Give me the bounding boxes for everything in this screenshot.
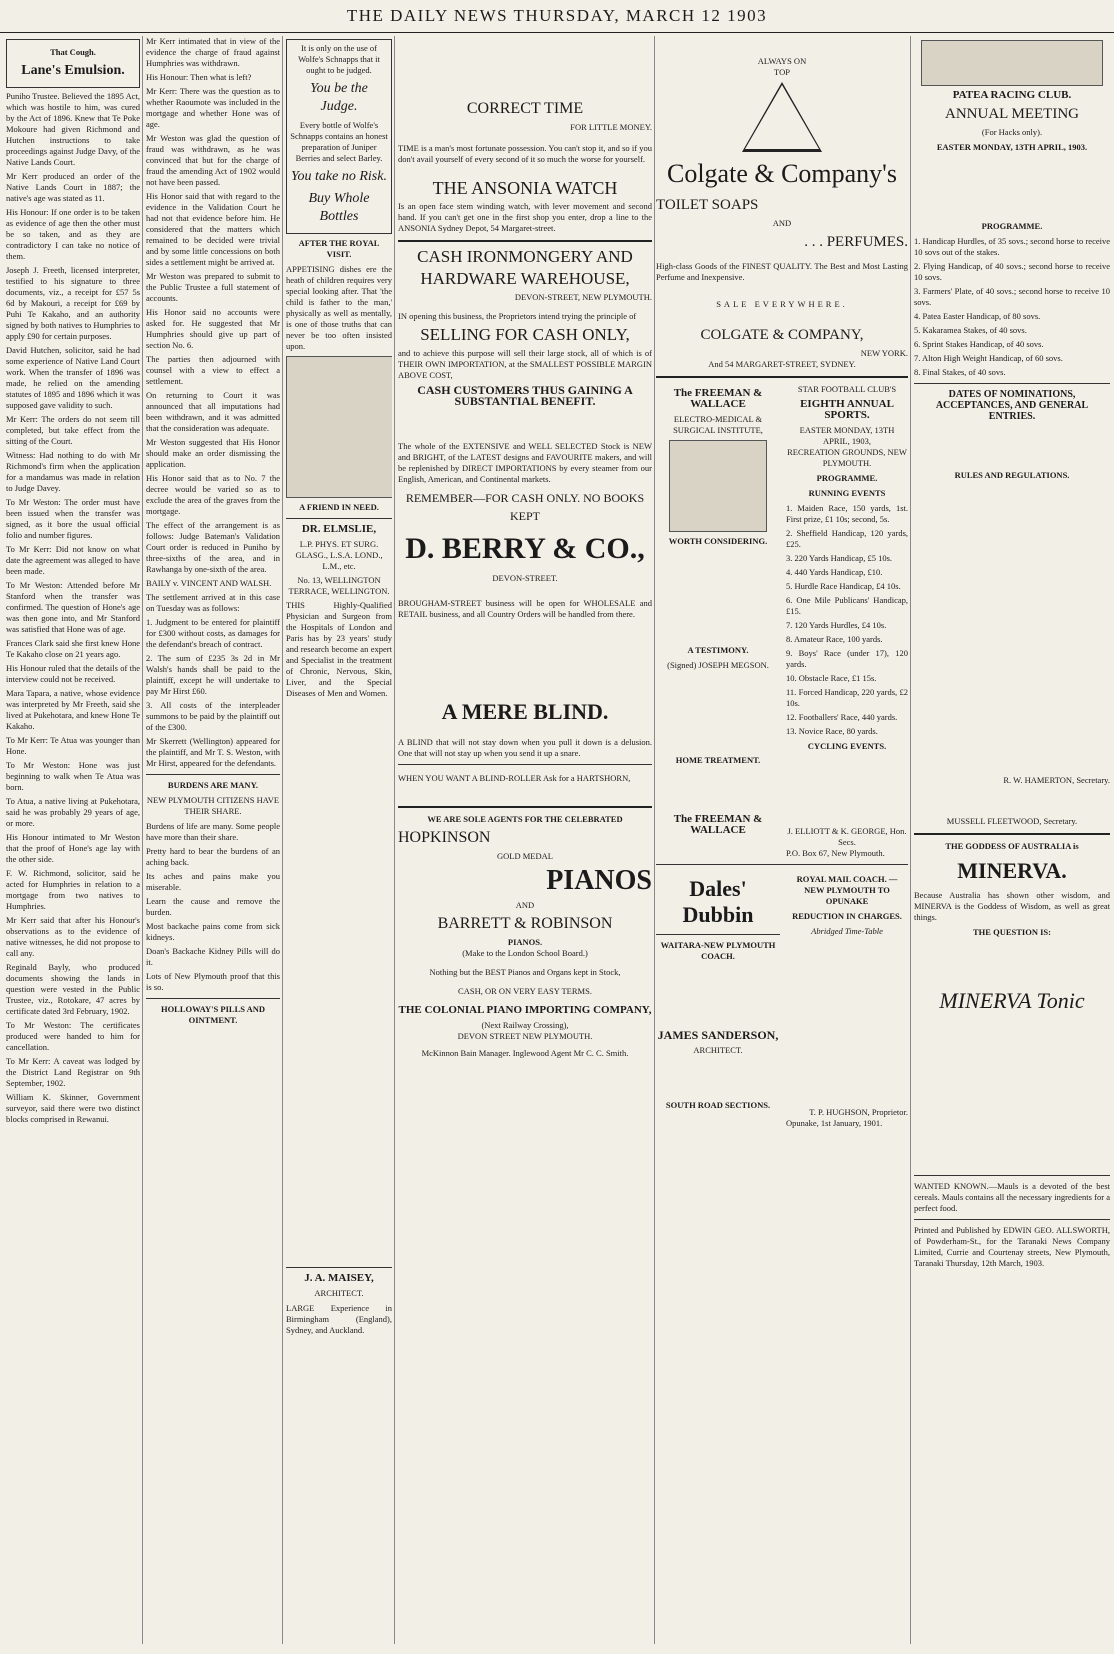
paragraph: To Mr Weston: The order must have been issued when the transfer was signed, as it bore the usual official folio and number figures. xyxy=(6,497,140,540)
ad-paragraph: Burdens of life are many. Some people have more than their share. xyxy=(146,821,280,842)
devon-street: DEVON STREET NEW PLYMOUTH. xyxy=(457,1031,593,1041)
race-item: 5. Kakaramea Stakes, of 40 sovs. xyxy=(914,325,1027,335)
megson: (Signed) JOSEPH MEGSON. xyxy=(667,660,769,670)
divider xyxy=(656,934,780,935)
goddess: THE GODDESS OF AUSTRALIA is xyxy=(945,841,1079,851)
paragraph: His Honor said that as to No. 7 the decree would be varied so as to exclude the area of the graves from the mortgage. xyxy=(146,473,280,516)
perfumes: . . . PERFUMES. xyxy=(804,234,908,250)
divider xyxy=(914,383,1110,384)
berry-street: DEVON-STREET. xyxy=(492,573,558,583)
rules-heading: RULES AND REGULATIONS. xyxy=(954,470,1070,480)
column-3 xyxy=(286,36,392,1644)
paragraph: Mr Kerr: There was the question as to whether Raoumote was included in the mortgage and whether Hone was of age. xyxy=(146,86,280,129)
paragraph: His Honour: If one order is to be taken as evidence of age then the other must be so taken, and as they are contradictory I can take no notice of them. xyxy=(6,207,140,261)
paragraph: To Mr Weston: Hone was just beginning to walk when Te Atua was born. xyxy=(6,760,140,792)
freeman-heading: The FREEMAN & WALLACE xyxy=(673,387,763,410)
paragraph: 3. All costs of the interpleader summons to be paid by the plaintiff out of the £300. xyxy=(146,700,280,732)
paragraph: Puniho Trustee. Believed the 1895 Act, which was hostile to him, was cured by the Act of 1896. Knew that Te Poke Mokoure had given Richmond and Hutchen instructions to take proceedings against Judge Davy, of the Native Lands Court. xyxy=(6,91,140,167)
testimony: A TESTIMONY. xyxy=(687,645,749,655)
ad-line: It is only on the use of Wolfe's Schnapps that it ought to be judged. xyxy=(298,43,380,75)
paragraph: His Honour ruled that the details of the interview could not be received. xyxy=(6,663,140,684)
minerva: MINERVA. xyxy=(957,858,1067,883)
divider xyxy=(146,774,280,775)
eighth-sports: EIGHTH ANNUAL SPORTS. xyxy=(800,398,894,421)
woman-illustration xyxy=(286,356,392,498)
paragraph: The settlement arrived at in this case on Tuesday was as follows: xyxy=(146,592,280,613)
column-4 xyxy=(398,36,652,1644)
race-item: 4. Patea Easter Handicap, of 80 sovs. xyxy=(914,311,1041,321)
paragraph: Mr Kerr said that after his Honour's observations as to the evidence of native witnesses, he did not propose to call any. xyxy=(6,915,140,958)
paragraph: The effect of the arrangement is as follows: Judge Bateman's Validation Court order is reduced in Puniho by three-sixths of the area, and in Rawhanga by one-sixth of the area. xyxy=(146,520,280,574)
divider xyxy=(914,833,1110,835)
doans-ad xyxy=(146,821,280,993)
column-rule xyxy=(654,36,655,1644)
selling-cash: SELLING FOR CASH ONLY, xyxy=(420,325,630,344)
doctor-address: No. 13, WELLINGTON TERRACE, WELLINGTON. xyxy=(288,575,390,596)
illustration-caption: A FRIEND IN NEED. xyxy=(299,502,379,512)
barrett-robinson: BARRETT & ROBINSON xyxy=(437,915,613,932)
architect: ARCHITECT. xyxy=(693,1045,743,1055)
paragraph: 2. The sum of £235 3s 2d in Mr Walsh's hands shall be paid to the plaintiff, except he will undertake to pay Mr Hirst £60. xyxy=(146,653,280,696)
event-item: 7. 120 Yards Hurdles, £4 10s. xyxy=(786,620,887,630)
freeman-heading-2: The FREEMAN & WALLACE xyxy=(673,813,763,836)
wolfes-schnapps-ad xyxy=(286,39,392,234)
text-block xyxy=(286,702,392,1262)
column-6 xyxy=(914,36,1110,1644)
mail-coach: ROYAL MAIL COACH. — NEW PLYMOUTH TO OPUNAKE xyxy=(796,874,898,906)
dales-dubbin: Dales' Dubbin xyxy=(682,876,754,927)
divider xyxy=(656,376,908,378)
event-item: 1. Maiden Race, 150 yards, 1st. First prize, £1 10s; second, 5s. xyxy=(786,503,908,524)
divider xyxy=(286,518,392,519)
worth-considering: WORTH CONSIDERING. xyxy=(668,536,768,546)
hughson: T. P. HUGHSON, Proprietor. xyxy=(809,1107,908,1117)
article-text: APPETISING dishes ere the heath of children requires very special looking after. That 'the child is father to the man,' physically as well as mentally, is one of those truths that can never be too often insisted upon. xyxy=(286,264,392,351)
remember: REMEMBER—FOR CASH ONLY. NO BOOKS KEPT xyxy=(405,491,645,523)
cash-ironmongery: CASH IRONMONGERY AND xyxy=(417,247,633,266)
nothing-but: Nothing but the BEST Pianos and Organs kept in Stock, xyxy=(429,967,621,977)
for-little-money: FOR LITTLE MONEY. xyxy=(570,122,652,132)
maisey-name: J. A. MAISEY, xyxy=(304,1272,374,1284)
patea-racing: PATEA RACING CLUB. xyxy=(952,89,1072,101)
ad-line: You be the Judge. xyxy=(310,81,368,114)
blind-text: A BLIND that will not stay down when you pull it down is a delusion. One that will not stay up when you send it up a snare. xyxy=(398,737,652,758)
paragraph: Mara Tapara, a native, whose evidence was interpreted by Mr Freeth, said she lived at Pukehotara, and knew Hone Te Kakaho. xyxy=(6,688,140,731)
ad-paragraph: Doan's Backache Kidney Pills will do it. xyxy=(146,946,280,967)
po-box: P.O. Box 67, New Plymouth. xyxy=(786,848,885,858)
colgate-heading: Colgate & Company's xyxy=(666,159,897,188)
divider xyxy=(398,764,652,765)
divider xyxy=(398,806,652,808)
and: AND xyxy=(772,218,792,228)
sole-agents: WE ARE SOLE AGENTS FOR THE CELEBRATED xyxy=(427,814,623,824)
race-item: 8. Final Stakes, of 40 sovs. xyxy=(914,367,1006,377)
paragraph: BAILY v. VINCENT AND WALSH. xyxy=(146,578,272,588)
column-rule xyxy=(394,36,395,1644)
d-berry: D. BERRY & CO., xyxy=(405,532,645,565)
recreation: RECREATION GROUNDS, NEW PLYMOUTH. xyxy=(787,447,907,468)
paragraph: To Mr Kerr: A caveat was lodged by the District Land Registrar on 9th September, 1902. xyxy=(6,1056,140,1088)
event-item: 8. Amateur Race, 100 yards. xyxy=(786,634,883,644)
ad-heading: That Cough. xyxy=(50,47,96,57)
paragraph: His Honor said that with regard to the evidence in the Validation Court he had not that evidence before him. He considered that the matters which remained to be decided were trivial and by some little concessions on both sides a settlement might be arrived at. xyxy=(146,191,280,267)
paragraph: Joseph J. Freeth, licensed interpreter, testified to his signature to three documents, viz., a receipt for £57 5s 6d by Makouri, a receipt for £69 by Puhi Te Kakaho, and an authority signed by both natives to Humphries to apply £90 for certain purposes. xyxy=(6,265,140,341)
divider xyxy=(656,864,908,865)
maisey-text: LARGE Experience in Birmingham (England), Sydney, and Auckland. xyxy=(286,1303,392,1335)
football-club: STAR FOOTBALL CLUB'S xyxy=(797,384,897,394)
ad-line: You take no Risk. xyxy=(291,169,387,184)
paragraph: Reginald Bayly, who produced documents showing the lands in question were vested in the Public Trustee, viz., Rotokare, 47 acres by certificate dated 3rd February, 1902. xyxy=(6,962,140,1016)
paragraph: Mr Weston was prepared to submit to the Public Trustee a full statement of accounts. xyxy=(146,271,280,303)
minerva-text: Because Australia has shown other wisdom, and MINERVA is the Goddess of Wisdom, as well as great things. xyxy=(914,890,1110,922)
ad-product: Lane's Emulsion. xyxy=(21,63,125,78)
paragraph: On returning to Court it was announced that all imputations had been withdrawn, and it was admitted that the consideration was adequate. xyxy=(146,390,280,433)
highclass: High-class Goods of the FINEST QUALITY. The Best and Most Lasting Perfume and Inexpensive. xyxy=(656,261,908,282)
paragraph: 1. Judgment to be entered for plaintiff for £300 without costs, as damages for the defendant's breach of contract. xyxy=(146,617,280,649)
paragraph: His Honor said no accounts were asked for. He suggested that Mr Humphries should give up part of section No. 6. xyxy=(146,307,280,350)
freeman-sub: ELECTRO-MEDICAL & SURGICAL INSTITUTE, xyxy=(673,414,763,435)
paragraph: To Atua, a native living at Pukehotara, said he was probably 29 years of age, or more. xyxy=(6,796,140,828)
ansonia-text: Is an open face stem winding watch, with lever movement and second hand. If you can't get one in the first shop you enter, drop a line to the ANSONIA Sydney Depot, 54 Margaret-street. xyxy=(398,201,652,233)
nominations-heading: DATES OF NOMINATIONS, ACCEPTANCES, AND GENERAL ENTRIES. xyxy=(935,389,1089,422)
paragraph: F. W. Richmond, solicitor, said he acted for Humphries in relation to a mortgage from two natives to Humphries. xyxy=(6,868,140,911)
event-item: 9. Boys' Race (under 17), 120 yards. xyxy=(786,648,908,669)
colgate-address: And 54 MARGARET-STREET, SYDNEY. xyxy=(708,359,856,369)
roller-text: WHEN YOU WANT A BLIND-ROLLER Ask for a HARTSHORN, xyxy=(398,773,631,783)
paragraph: To Mr Weston: The certificates produced were handed to him for cancellation. xyxy=(6,1020,140,1052)
home-treatment: HOME TREATMENT. xyxy=(675,755,761,765)
timetable: Abridged Time-Table xyxy=(811,926,883,936)
wanted-known: WANTED KNOWN.—Mauls is a devoted of the best cereals. Mauls contains all the necessary ingredients for a perfect food. xyxy=(914,1181,1110,1213)
freeman-wallace-ad xyxy=(656,384,780,859)
paragraph: Witness: Had nothing to do with Mr Richmond's firm when the application for a mandamus was made in relation to Judge Davey. xyxy=(6,450,140,493)
ad-paragraph: Learn the cause and remove the burden. xyxy=(146,896,280,917)
column-rule xyxy=(142,36,143,1644)
court-report-continued xyxy=(146,36,280,769)
reduction: REDUCTION IN CHARGES. xyxy=(792,911,902,921)
colonial-piano: THE COLONIAL PIANO IMPORTING COMPANY, xyxy=(398,1004,652,1016)
ad-paragraph: Most backache pains come from sick kidneys. xyxy=(146,921,280,942)
masthead-rule xyxy=(0,32,1114,33)
manager: McKinnon Bain Manager. Inglewood Agent Mr C. C. Smith. xyxy=(421,1048,629,1058)
paragraph: Mr Kerr: The orders do not seem till completed, but take effect from the sitting of the Court. xyxy=(6,414,140,446)
race-item: 3. Farmers' Plate, of 40 sovs.; second horse to receive 10 sovs. xyxy=(914,286,1110,307)
brougham-text: BROUGHAM-STREET business will be open for WHOLESALE and RETAIL business, and all Country Orders will be handled from there. xyxy=(398,598,652,619)
colgate-company: COLGATE & COMPANY, xyxy=(700,327,864,343)
selling-text: and to achieve this purpose will sell their large stock, all of which is of THEIR OWN IMPORTATION, at the SMALLEST POSSIBLE MARGIN ABOVE COST, xyxy=(398,348,652,380)
fleetwood: MUSSELL FLEETWOOD, Secretary. xyxy=(946,816,1078,826)
column-2 xyxy=(146,36,280,1644)
cycling-events: CYCLING EVENTS. xyxy=(807,741,887,751)
waitara-coach: WAITARA-NEW PLYMOUTH COACH. xyxy=(660,940,776,961)
paragraph: Mr Kerr intimated that in view of the evidence the charge of fraud against Humphries was withdrawn. xyxy=(146,36,280,68)
triangle-logo xyxy=(742,82,822,152)
running-events: RUNNING EVENTS xyxy=(808,488,886,498)
man-portrait-illustration xyxy=(669,440,767,532)
ad-paragraph: Lots of New Plymouth proof that this is so. xyxy=(146,971,280,992)
cash-or-terms: CASH, OR ON VERY EASY TERMS. xyxy=(458,986,592,996)
maisey-title: ARCHITECT. xyxy=(314,1288,364,1298)
colonial-sub: (Next Railway Crossing), xyxy=(481,1020,569,1030)
cash-address: DEVON-STREET, NEW PLYMOUTH. xyxy=(514,292,652,302)
paragraph: To Mr Kerr: Did not know on what date the agreement was alleged to have been made. xyxy=(6,544,140,576)
ad-paragraph: Pretty hard to bear the burdens of an aching back. xyxy=(146,846,280,867)
hopkinson: HOPKINSON xyxy=(398,829,491,846)
toilet-soaps: TOILET SOAPS xyxy=(656,197,759,213)
paragraph: Mr Weston was glad the question of fraud was withdrawn, as he was convinced that but for the charge of fraud the amending Act of 1902 would not have been passed. xyxy=(146,133,280,187)
paragraph: To Mr Weston: Attended before Mr Stanford when the transfer was confirmed. The question of Hone's age was then gone into, and Mr Stanford was satisfied that Hone was of age. xyxy=(6,580,140,634)
top: TOP xyxy=(774,67,790,77)
divider xyxy=(914,1175,1110,1176)
correct-time: CORRECT TIME xyxy=(466,100,584,117)
ansonia-watch: THE ANSONIA WATCH xyxy=(432,178,618,198)
time-text: TIME is a man's most fortunate possession. You can't stop it, and so if you don't avail yourself of every second of it so much the worse for yourself. xyxy=(398,143,652,164)
race-item: 7. Alton High Weight Handicap, of 60 sovs. xyxy=(914,353,1063,363)
event-item: 2. Sheffield Handicap, 120 yards, £25. xyxy=(786,528,908,549)
doctor-name: DR. ELMSLIE, xyxy=(301,523,377,535)
imprint: Printed and Published by EDWIN GEO. ALLSWORTH, of Powderham-St., for the Taranaki News Company Limited, Currie and Courtenay streets, New Plymouth, Taranaki Thursday, 12th March, 1903. xyxy=(914,1225,1110,1268)
events-list xyxy=(786,503,908,737)
stock-text: The whole of the EXTENSIVE and WELL SELECTED Stock is NEW and BRIGHT, of the LATEST designs and FAVOURITE makers, and will be replenished by DIRECT IMPORTATIONS by every steamer from our English, American, and Continental markets. xyxy=(398,441,652,484)
cash-customers: CASH CUSTOMERS THUS GAINING A SUBSTANTIAL BENEFIT. xyxy=(417,383,633,408)
programme: PROGRAMME. xyxy=(981,221,1043,231)
races-list xyxy=(914,236,1110,378)
paragraph: David Hutchen, solicitor, said he had some experience of Native Land Court work. When the transfer of 1896 was made, he relied on the amending statutes of 1895 and 1896 which it was supposed gave validity to such. xyxy=(6,345,140,410)
divider xyxy=(914,1219,1110,1220)
hardware-warehouse: HARDWARE WAREHOUSE, xyxy=(420,269,630,288)
column-rule xyxy=(282,36,283,1644)
minerva-tonic: MINERVA Tonic xyxy=(939,988,1085,1013)
easter-monday: EASTER MONDAY, 13TH APRIL, 1903. xyxy=(936,142,1088,152)
always-on: ALWAYS ON xyxy=(757,56,807,66)
event-item: 3. 220 Yards Handicap, £5 10s. xyxy=(786,553,893,563)
south-road: SOUTH ROAD SECTIONS. xyxy=(665,1100,771,1110)
event-item: 13. Novice Race, 80 yards. xyxy=(786,726,878,736)
divider xyxy=(146,998,280,999)
sale-everywhere: SALE EVERYWHERE. xyxy=(716,299,848,309)
event-item: 4. 440 Yards Handicap, £10. xyxy=(786,567,883,577)
ad-paragraph: Its aches and pains make you miserable. xyxy=(146,871,280,892)
court-report xyxy=(6,91,140,1125)
column-rule xyxy=(910,36,911,1644)
hamerton: R. W. HAMERTON, Secretary. xyxy=(1003,775,1110,785)
pianos-2: PIANOS. xyxy=(507,937,543,947)
divider xyxy=(286,1267,392,1268)
event-item: 10. Obstacle Race, £1 15s. xyxy=(786,673,877,683)
event-item: 6. One Mile Publicans' Handicap, £15. xyxy=(786,595,908,616)
column-5 xyxy=(656,36,908,1644)
race-item: 6. Sprint Stakes Handicap, of 40 sovs. xyxy=(914,339,1044,349)
column-1 xyxy=(6,36,140,1644)
ad-line: Buy Whole Bottles xyxy=(308,191,370,224)
star-football-ad xyxy=(786,384,908,859)
opunake-date: Opunake, 1st January, 1901. xyxy=(786,1118,883,1128)
doctor-text: THIS Highly-Qualified Physician and Surgeon from the Hospitals of London and Paris has by 23 years' study and research become an expert and Specialist in the treatment of Chronic, Nervous, Skin, Liver, and the Special Diseases of Men and Women. xyxy=(286,600,392,698)
doctor-quals: L.P. PHYS. ET SURG. GLASG., L.S.A. LOND., L.M., etc. xyxy=(295,539,383,571)
programme: PROGRAMME. xyxy=(816,473,878,483)
cash-text: IN opening this business, the Proprietors intend trying the principle of xyxy=(398,311,637,321)
paragraph: Frances Clark said she first knew Hone Te Kakaho close on 21 years ago. xyxy=(6,638,140,659)
a-mere-blind: A MERE BLIND. xyxy=(441,699,609,724)
pianos: PIANOS xyxy=(546,865,652,896)
sanderson: JAMES SANDERSON, xyxy=(657,1028,779,1042)
paragraph: Mr Weston suggested that His Honor should make an order dismissing the application. xyxy=(146,437,280,469)
question: THE QUESTION IS: xyxy=(973,927,1051,937)
ad-line: Every bottle of Wolfe's Schnapps contains an honest preparation of Juniper Berries and select Barley. xyxy=(290,120,388,163)
burdens-sub: NEW PLYMOUTH CITIZENS HAVE THEIR SHARE. xyxy=(146,795,280,816)
holloway-heading: HOLLOWAY'S PILLS AND OINTMENT. xyxy=(160,1004,266,1025)
london-board: (Make to the London School Board.) xyxy=(462,948,588,958)
paragraph: His Honour intimated to Mr Weston that the proof of Hone's age lay with the other side. xyxy=(6,832,140,864)
paragraph: The parties then adjourned with counsel with a view to effect a settlement. xyxy=(146,354,280,386)
secretaries: J. ELLIOTT & K. GEORGE, Hon. Secs. xyxy=(787,826,907,847)
article-heading: AFTER THE ROYAL VISIT. xyxy=(298,238,380,259)
masthead: THE DAILY NEWS THURSDAY, MARCH 12 1903 xyxy=(346,6,768,25)
paragraph: His Honour: Then what is left? xyxy=(146,72,252,82)
lanes-emulsion-ad xyxy=(6,39,140,88)
paragraph: To Mr Kerr: Te Atua was younger than Hone. xyxy=(6,735,140,756)
event-item: 5. Hurdle Race Handicap, £4 10s. xyxy=(786,581,901,591)
paragraph: Mr Kerr produced an order of the Native Lands Court in 1887; the native's age was stated as 11. xyxy=(6,171,140,203)
racehorse-illustration xyxy=(921,40,1103,86)
race-item: 2. Flying Handicap, of 40 sovs.; second horse to receive 10 sovs. xyxy=(914,261,1110,282)
burdens-heading: BURDENS ARE MANY. xyxy=(167,780,259,790)
event-item: 11. Forced Handicap, 220 yards, £2 10s. xyxy=(786,687,908,708)
for-hacks: (For Hacks only). xyxy=(981,127,1043,137)
event-item: 12. Footballers' Race, 440 yards. xyxy=(786,712,898,722)
paragraph: William K. Skinner, Government surveyor, said there were two distinct blocks comprised in Rewanui. xyxy=(6,1092,140,1124)
paragraph: Mr Skerrett (Wellington) appeared for the plaintiff, and Mr T. S. Weston, with Mr Hirst, appeared for the defendants. xyxy=(146,736,280,768)
divider xyxy=(398,240,652,242)
gold-medal: GOLD MEDAL xyxy=(497,851,553,861)
easter-monday: EASTER MONDAY, 13TH APRIL, 1903, xyxy=(799,425,895,446)
and: AND xyxy=(515,900,535,910)
annual-meeting: ANNUAL MEETING xyxy=(944,106,1079,122)
race-item: 1. Handicap Hurdles, of 35 sovs.; second horse to receive 10 sovs out of the stakes. xyxy=(914,236,1110,257)
new-york: NEW YORK. xyxy=(860,348,908,358)
